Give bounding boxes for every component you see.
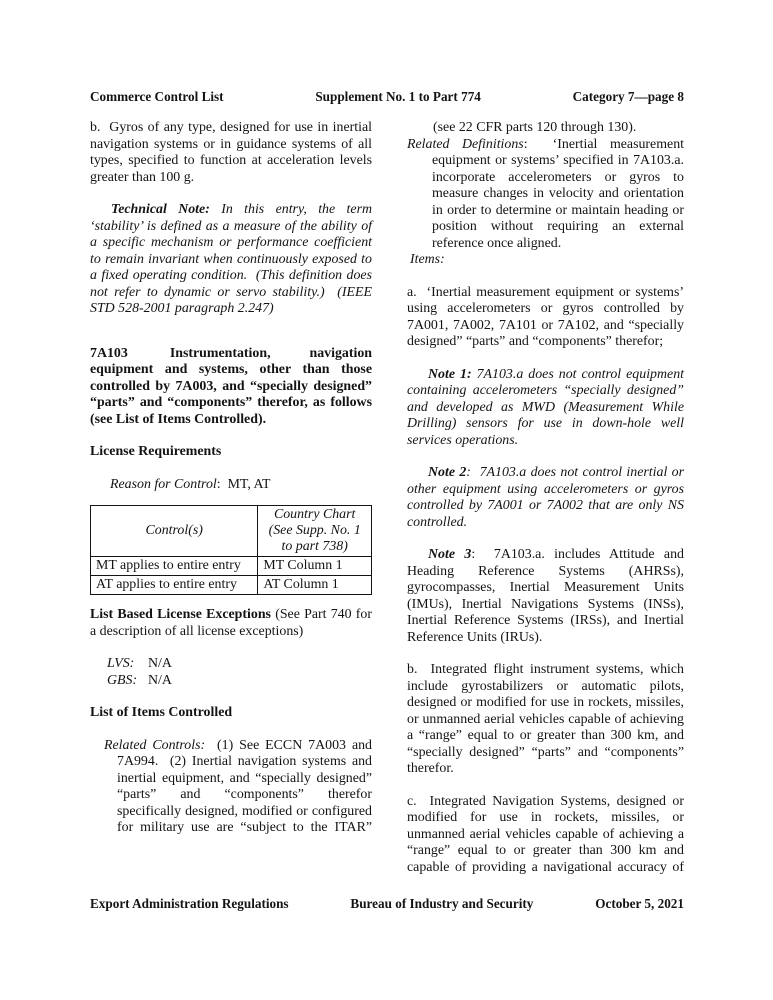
license-requirements-table xyxy=(90,505,372,595)
reason-for-control-line xyxy=(90,477,372,494)
table-header-country-chart: Country Chart (See Supp. No. 1 to part 738) xyxy=(258,506,372,557)
left-column xyxy=(90,120,372,837)
related-controls-label: Related Controls: xyxy=(104,737,206,753)
right-column xyxy=(407,120,684,876)
related-controls-text: (1) See ECCN 7A003 and 7A994. (2) Inertial navigation systems and inertial equipment, and “specially designed” “parts” and “components” therefor specifically designed, modified or configured for military use are “subject to the ITAR” xyxy=(117,737,372,835)
exception-gbs-line xyxy=(90,673,372,690)
note-2-label: Note 2 xyxy=(428,465,467,480)
eccn-number: 7A103 xyxy=(90,345,128,361)
page-footer xyxy=(90,897,684,911)
technical-note xyxy=(90,202,372,318)
paragraph-item-b: b. Integrated flight instrument systems, which include gyrostabilizers or automatic pilots, designed or modified for use in rockets, missiles, or unmanned aerial vehicles capable of achieving a “range” equal to or greater than 300 km, and “specially designed” “parts” and “components” therefor. xyxy=(407,662,684,776)
header-supplement-label: Supplement No. 1 to Part 774 xyxy=(315,89,481,104)
header-category-page: Category 7—page 8 xyxy=(572,89,684,104)
list-based-heading: List Based License Exceptions xyxy=(90,607,271,622)
page-header xyxy=(90,90,684,104)
paragraph-item-a: a. ‘Inertial measurement equipment or systems’ using accelerometers or gyros controlled by 7A001, 7A002, 7A101 or 7A102, and “specially designed” “parts” and “components” therefor; xyxy=(407,284,684,349)
list-of-items-heading: List of Items Controlled xyxy=(90,705,233,720)
exception-lvs-line xyxy=(90,656,372,673)
footer-bureau-label: Bureau of Industry and Security xyxy=(350,896,534,911)
note-2-text: : 7A103.a does not control inertial or other equipment using accelerometers or gyros controlled by 7A001 or 7A002 that are only NS controlled. xyxy=(407,465,684,530)
list-based-license-exceptions xyxy=(90,607,372,640)
footer-date: October 5, 2021 xyxy=(595,896,684,911)
paragraph-item-c: c. Integrated Navigation Systems, designed or modified for use in rockets, missiles, or unmanned aerial vehicles capable of achieving a “range” equal to or greater than 300 km and capable of providing a navigational accuracy of xyxy=(407,793,684,875)
note-3 xyxy=(407,547,684,646)
related-definitions-text: : ‘Inertial measurement equipment or systems’ specified in 7A103.a. incorporate accelerometers or gyros to measure changes in velocity and orientation in order to determine or maintain heading or position without requiring an external reference once aligned. xyxy=(432,136,685,251)
note-3-text: : 7A103.a. includes Attitude and Heading Reference Systems (AHRSs), gyrocompasses, Inertial Measurement Units (IMUs), Inertial Navigations Systems (INSs), Inertial Reference Systems (IRSs), and Inertial Reference Units (IRUs). xyxy=(407,547,684,645)
table-cell-at-control: AT applies to entire entry xyxy=(91,576,258,595)
table-cell-mt-control: MT applies to entire entry xyxy=(91,557,258,576)
related-controls-continuation: (see 22 CFR parts 120 through 130). xyxy=(433,120,637,135)
reason-for-control-label: Reason for Control xyxy=(110,476,217,492)
lvs-value: N/A xyxy=(148,656,172,671)
gbs-label: GBS: xyxy=(107,672,138,688)
note-2 xyxy=(407,465,684,531)
related-controls xyxy=(90,738,372,837)
note-3-label: Note 3 xyxy=(428,547,472,562)
table-row-mt xyxy=(91,557,372,576)
gbs-value: N/A xyxy=(148,672,172,688)
lvs-label: LVS: xyxy=(107,656,135,671)
table-header-controls: Control(s) xyxy=(91,506,258,557)
technical-note-label: Technical Note: xyxy=(111,202,210,217)
table-cell-mt-chart: MT Column 1 xyxy=(258,557,372,576)
eccn-title: Instrumentation, navigation equipment and systems, other than those controlled by 7A003, and “specially designed” “parts” and “components” therefor, as follows (see List of Items Controlled). xyxy=(90,345,372,427)
note-1-label: Note 1: xyxy=(428,366,472,382)
footer-regulations-label: Export Administration Regulations xyxy=(90,896,289,911)
list-based-rest: (See Part 740 for a description of all license exceptions) xyxy=(90,607,372,639)
technical-note-text: In this entry, the term ‘stability’ is defined as a measure of the ability of a specific mechanism or performance coefficient to remain invariant when continuously exposed to a fixed operating condition. (This definition does not refer to dynamic or servo stability.) (IEEE STD 528-2001 paragraph 2.247) xyxy=(90,202,373,316)
table-cell-at-chart: AT Column 1 xyxy=(258,576,372,595)
note-1-text: 7A103.a does not control equipment containing accelerometers “specially designed” and developed as MWD (Measurement While Drilling) sensors for use in down-hole well services operations. xyxy=(407,366,685,448)
header-document-title: Commerce Control List xyxy=(90,89,224,104)
table-row-at xyxy=(91,576,372,595)
eccn-7a103-heading xyxy=(90,346,372,429)
reason-for-control-value: : MT, AT xyxy=(216,476,271,492)
related-definitions-label: Related Definitions xyxy=(407,136,524,152)
items-label: Items: xyxy=(410,252,445,267)
related-definitions xyxy=(407,137,684,253)
note-1 xyxy=(407,367,684,450)
paragraph-gyros-b: b. Gyros of any type, designed for use in inertial navigation systems or in guidance systems of all types, specified to function at acceleration levels greater than 100 g. xyxy=(90,120,372,185)
table-header-row xyxy=(91,506,372,557)
license-requirements-heading: License Requirements xyxy=(90,444,222,459)
